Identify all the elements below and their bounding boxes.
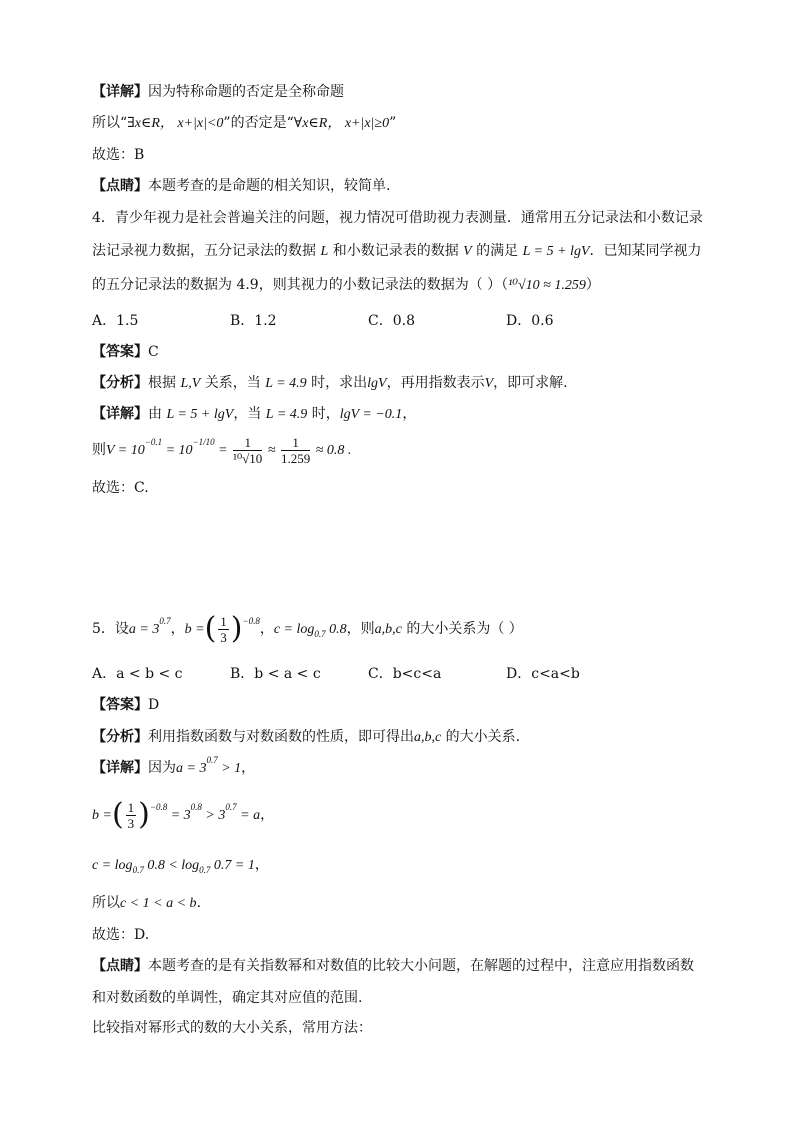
numerator: 1	[220, 613, 227, 629]
numerator: 1	[281, 435, 310, 451]
math-expression: ∀x∈R， x+|x|≥0	[293, 116, 390, 131]
math-expression: 0.8	[325, 622, 347, 637]
q4-stem-line2	[92, 241, 702, 262]
text: 根据	[148, 375, 181, 391]
answer-value: C	[148, 344, 159, 360]
exponent: 0.7	[206, 755, 218, 765]
text: 和小数记录表的数据	[328, 243, 464, 259]
text: .	[196, 895, 202, 911]
text: ”	[389, 115, 397, 131]
denominator: ¹⁰√10	[233, 450, 263, 466]
math-expression: L = 4.9	[265, 376, 307, 391]
analysis-tag: 【分析】	[92, 729, 148, 745]
q5-b-line	[92, 798, 274, 833]
option-c: C．0.8	[368, 313, 415, 329]
detail-tag: 【详解】	[92, 406, 148, 422]
option-a: A．a < b < c	[92, 666, 183, 682]
denominator: 3	[127, 815, 135, 831]
text: 的满足	[471, 243, 523, 259]
text: ，	[241, 760, 256, 776]
math-expression: 0.8 < log	[143, 858, 200, 873]
option-b: B．1.2	[230, 313, 277, 329]
q5-analysis-line	[92, 727, 520, 748]
detail-tag: 【详解】	[92, 760, 148, 776]
numerator: 1	[233, 435, 262, 451]
text: ，当	[233, 406, 266, 422]
exponent: −0.8	[149, 802, 168, 812]
math-expression: a = 3	[128, 622, 160, 637]
exponent: 0.7	[159, 616, 171, 626]
math-root: ¹⁰√10 ≈ 1.259	[508, 278, 586, 293]
math-expression: ∃x∈R， x+|x|<0	[127, 116, 224, 131]
exponent: −0.1	[144, 437, 163, 447]
math-expression: b =	[92, 808, 112, 823]
text: ，	[254, 857, 269, 873]
math-expression: ≈	[264, 443, 279, 458]
q5-options	[92, 664, 644, 684]
right-paren-icon: )	[138, 797, 150, 832]
answer-value: D	[148, 697, 160, 713]
q4-analysis-line	[92, 373, 568, 394]
q4-stem-line3	[92, 275, 600, 296]
math-expression: c < 1 < a < b	[120, 896, 197, 911]
math-expression: lgV = −0.1	[339, 407, 403, 422]
exponent: −0.8	[242, 616, 260, 626]
text: 的五分记录法的数据为 4.9，则其视力的小数记录法的数据为（ ）（	[92, 277, 509, 293]
q5-detail-line	[92, 755, 256, 779]
detail-tag: 【详解】	[92, 84, 148, 100]
q5-last-line: 比较指对幂形式的数的大小关系，常用方法：	[92, 1020, 372, 1036]
math-expression: c = log	[273, 622, 315, 637]
math-expression: c = log	[92, 858, 133, 873]
denominator: 1.259	[281, 450, 311, 466]
answer-tag: 【答案】	[92, 344, 148, 360]
q5-stem-line	[92, 612, 523, 647]
math-expression: V = 10	[106, 443, 145, 458]
q5-answer-line	[92, 695, 159, 715]
math-expression: ≈ 0.8 .	[312, 443, 352, 458]
text: 利用指数函数与对数函数的性质，即可得出	[148, 729, 414, 745]
q5-comment-line2: 和对数函数的单调性，确定其对应值的范围.	[92, 990, 363, 1006]
q5-comment-line1	[92, 956, 694, 976]
option-a: A．1.5	[92, 313, 139, 329]
text: 的大小关系.	[441, 729, 521, 745]
comment-text: 本题考查的是命题的相关知识，较简单.	[148, 178, 391, 194]
math-expression: = 3	[167, 808, 191, 823]
text: ，	[259, 621, 274, 637]
fraction	[281, 435, 310, 466]
subscript: 0.7	[199, 864, 211, 875]
option-d: D．c<a<b	[506, 666, 580, 682]
text: ．已知某同学视力	[589, 243, 702, 259]
text: ，再用指数表示	[386, 375, 485, 391]
fraction	[233, 435, 262, 466]
math-expression: b =	[184, 622, 205, 637]
math-var: L	[320, 244, 329, 259]
math-expression: a = 3	[176, 761, 207, 776]
option-d: D．0.6	[506, 313, 554, 329]
q4-detail-line	[92, 404, 416, 425]
math-expression: V	[484, 376, 494, 391]
math-expression: > 1	[217, 761, 242, 776]
math-expression: =	[214, 443, 232, 458]
comment-line	[92, 176, 390, 196]
text: 5．设	[92, 621, 129, 637]
exponent: 0.8	[190, 802, 202, 812]
math-expression: L,V	[180, 376, 201, 391]
text: 时，求出	[306, 375, 368, 391]
q5-choose-line: 故选：D.	[92, 927, 150, 943]
math-expression: = 10	[162, 443, 193, 458]
math-expression: L = 4.9	[265, 407, 308, 422]
q4-choose-line: 故选：C.	[92, 480, 149, 496]
text: 本题考查的是有关指数幂和对数值的比较大小问题，在解题的过程中，注意应用指数函数	[148, 958, 694, 974]
text: ，即可求解.	[493, 375, 568, 391]
text: ”的否定是“	[223, 115, 294, 131]
q4-answer-line	[92, 342, 159, 362]
text: ）	[585, 277, 600, 293]
comment-tag: 【点睛】	[92, 958, 148, 974]
text: 所以	[92, 895, 120, 911]
comment-tag: 【点睛】	[92, 178, 148, 194]
text: 所以“	[92, 115, 128, 131]
left-paren-icon: (	[111, 797, 124, 832]
text: ，则	[346, 621, 375, 637]
answer-tag: 【答案】	[92, 697, 148, 713]
q4-stem-line1: 4．青少年视力是社会普遍关注的问题，视力情况可借助视力表测量．通常用五分记录法和小数记录	[92, 210, 703, 226]
exponent: −1/10	[192, 437, 215, 447]
math-expression: L = 5 + lgV	[166, 407, 234, 422]
math-var: V	[463, 244, 472, 259]
detail-text: 因为特称命题的否定是全称命题	[148, 84, 344, 100]
right-paren-icon: )	[230, 611, 243, 646]
q4-calculation-line	[92, 433, 351, 468]
negation-line	[92, 113, 396, 134]
q5-c-line	[92, 855, 269, 876]
numerator: 1	[127, 799, 135, 815]
fraction-one-third	[126, 800, 137, 831]
math-expression: 0.7 = 1	[210, 858, 255, 873]
detail-line	[92, 82, 344, 102]
math-expression: = a	[236, 808, 261, 823]
subscript: 0.7	[132, 864, 144, 875]
text: 时，	[307, 406, 340, 422]
text: 关系，当	[200, 375, 266, 391]
math-expression: lgV	[367, 376, 387, 391]
math-expression: > 3	[201, 808, 226, 823]
option-c: C．b<c<a	[368, 666, 442, 682]
exponent: 0.7	[225, 802, 237, 812]
choice-line: 故选：B	[92, 147, 145, 163]
text: ，	[170, 621, 185, 637]
q4-options	[92, 311, 644, 331]
text: 法记录视力数据，五分记录法的数据	[92, 243, 321, 259]
math-expression: a,b,c	[414, 730, 442, 745]
left-paren-icon: (	[204, 611, 217, 646]
text: 由	[148, 406, 167, 422]
text: ，	[260, 807, 275, 823]
option-b: B．b < a < c	[230, 666, 321, 682]
subscript: 0.7	[314, 628, 326, 639]
math-formula: L = 5 + lgV	[522, 244, 590, 259]
q5-so-line	[92, 893, 201, 914]
analysis-tag: 【分析】	[92, 375, 148, 391]
denominator: 3	[220, 629, 227, 645]
text: 因为	[148, 760, 176, 776]
math-expression: a,b,c	[374, 622, 402, 637]
fraction-one-third	[218, 614, 229, 645]
text: 的大小关系为（ ）	[401, 621, 523, 637]
text: 则	[92, 442, 106, 458]
text: ，	[402, 406, 417, 422]
